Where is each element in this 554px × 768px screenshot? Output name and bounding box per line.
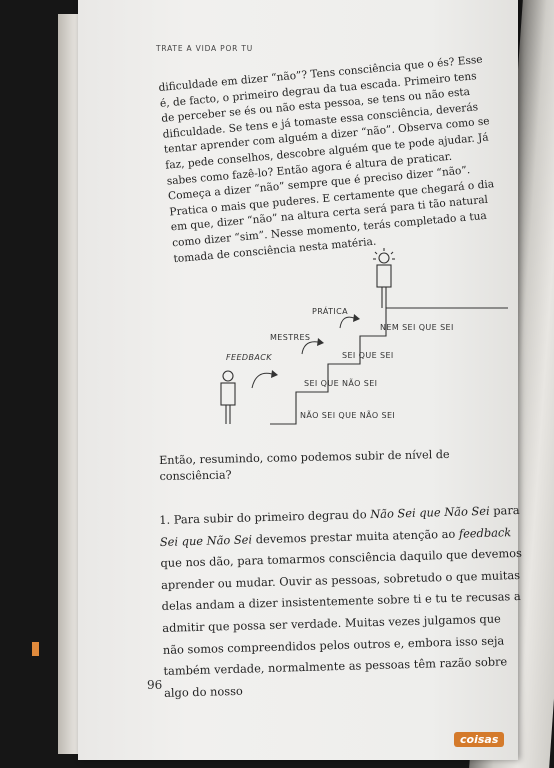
step-label-3: SEI QUE SEI (342, 351, 394, 360)
term-feedback: feedback (458, 525, 512, 541)
step-label-2: SEI QUE NÃO SEI (304, 379, 378, 388)
page-number: 96 (147, 678, 163, 692)
list-item-1: 1. Para subir do primeiro degrau do Não Sei que Não Sei para Sei que Não Sei devemos prestar muita atenção ao feedback que nos dão, para tomarmos consciência daquilo que devemos aprender ou mudar. Ouvir as pessoas, sobretudo o que muitas delas andam a dizer insistentemente sobre ti e tu te recusas a admitir que possa ser verdade. Muitas vezes julgamos que não somos compreendidos pelos outros e, embora isso seja também verdade, normalmente as pessoas têm razão sobre algo do nosso (159, 503, 523, 701)
watermark-logo: coisas (454, 732, 504, 747)
step-label-1: NÃO SEI QUE NÃO SEI (300, 411, 396, 420)
arrow-label-mestres: MESTRES (270, 333, 311, 342)
arrow-label-feedback: FEEDBACK (226, 353, 272, 362)
term-nao-sei-que-nao-sei: Não Sei que Não Sei (370, 504, 490, 522)
running-head: TRATE A VIDA POR TU (156, 44, 254, 53)
pratica-arrow-icon (340, 317, 354, 328)
term-sei-que-nao-sei: Sei que Não Sei (159, 532, 253, 549)
arrow-label-pratica: PRÁTICA (312, 307, 349, 316)
body-paragraph: dificuldade em dizer “não”? Tens consciência que o és? Esse é, de facto, o primeiro degrau da tua escada. Primeiro tens de perceber se és ou não esta pessoa, se tens ou não esta dificuldade. Se tens e já tomaste essa consciência, deverás tentar aprender com alguém a dizer “não”. Observa como se faz, pede conselhos, descobre alguém que te pode ajudar. Já sabes como fazê-lo? Então agora é altura de praticar. Começa a dizer “não” sempre que é preciso dizer “não”. Pratica o mais que puderes. E certamente que chegará o dia em que, dizer “não” na altura certa será para ti tão natural como dizer “sim”. Nesse momento, terás completado a tua tomada de consciência nesta matéria. (158, 53, 495, 265)
consciousness-stairs-diagram (208, 252, 508, 442)
summary-question: Então, resumindo, como podemos subir de nível de consciência? (159, 448, 450, 483)
person-enlightened-icon (373, 248, 395, 308)
person-bottom-icon (221, 371, 235, 424)
stairs-svg (208, 252, 508, 442)
mestres-arrow-icon (302, 342, 318, 354)
feedback-arrow-icon (252, 373, 272, 388)
cover-accent-mark (32, 642, 39, 656)
step-label-4: NEM SEI QUE SEI (380, 323, 454, 332)
